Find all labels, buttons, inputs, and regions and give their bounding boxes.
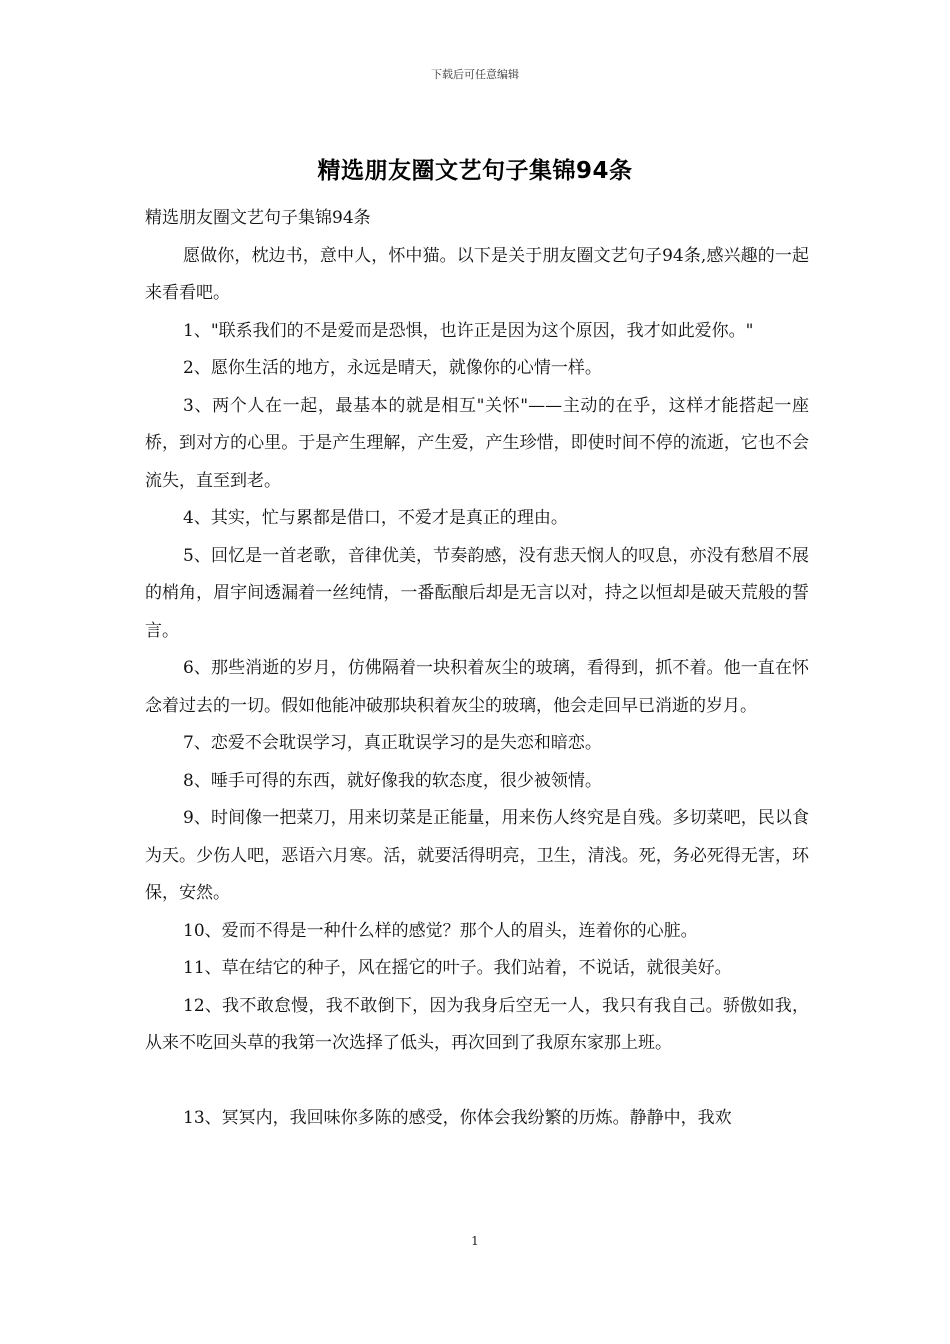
list-item: 8、唾手可得的东西，就好像我的软态度，很少被领情。: [183, 770, 602, 791]
header-note: 下载后可任意编辑: [431, 68, 519, 81]
list-item: 2、愿你生活的地方，永远是晴天，就像你的心情一样。: [183, 358, 602, 378]
page-number: 1: [471, 1234, 479, 1248]
list-item: 6、那些消逝的岁月，仿佛隔着一块积着灰尘的玻璃，看得到，抓不着。他一直在怀念着过去的一切。假如他能冲破那块积着灰尘的玻璃，他会走回早已消逝的岁月。: [145, 658, 809, 716]
list-item: 11、草在结它的种子，风在摇它的叶子。我们站着，不说话，就很美好。: [183, 958, 732, 978]
list-item: 4、其实，忙与累都是借口，不爱才是真正的理由。: [183, 508, 568, 528]
list-item: 10、爱而不得是一种什么样的感觉？那个人的眉头，连着你的心脏。: [183, 920, 698, 941]
list-item: 9、时间像一把菜刀，用来切菜是正能量，用来伤人终究是自残。多切菜吧，民以食为天。少伤人吧，恶语六月寒。活，就要活得明亮，卫生，清浅。死，务必死得无害，环保，安然。: [145, 808, 809, 903]
list-item: 1、"联系我们的不是爱而是恐惧，也许正是因为这个原因，我才如此爱你。": [183, 320, 754, 341]
intro-paragraph: 愿做你，枕边书，意中人，怀中猫。以下是关于朋友圈文艺句子94条,感兴趣的一起来看看吧。: [145, 245, 809, 303]
subtitle: 精选朋友圈文艺句子集锦94条: [145, 208, 371, 228]
list-item: 5、回忆是一首老歌，音律优美，节奏韵感，没有悲天悯人的叹息，亦没有愁眉不展的梢角，眉宇间透漏着一丝纯情，一番酝酿后却是无言以对，持之以恒却是破天荒般的誓言。: [145, 545, 809, 641]
list-item: 7、恋爱不会耽误学习，真正耽误学习的是失恋和暗恋。: [183, 733, 602, 753]
list-item: 12、我不敢怠慢，我不敢倒下，因为我身后空无一人，我只有我自己。骄傲如我，从来不吃回头草的我第一次选择了低头，再次回到了我原东家那上班。: [145, 995, 809, 1053]
article-body: [145, 200, 809, 1137]
list-item: 13、冥冥内，我回味你多陈的感受，你体会我纷繁的历炼。静静中，我欢: [183, 1107, 732, 1128]
page-title: 精选朋友圈文艺句子集锦94条: [317, 158, 633, 184]
list-item: 3、两个人在一起，最基本的就是相互"关怀"——主动的在乎，这样才能搭起一座桥，到对方的心里。于是产生理解，产生爱，产生珍惜，即使时间不停的流逝，它也不会流失，直至到老。: [145, 395, 809, 491]
